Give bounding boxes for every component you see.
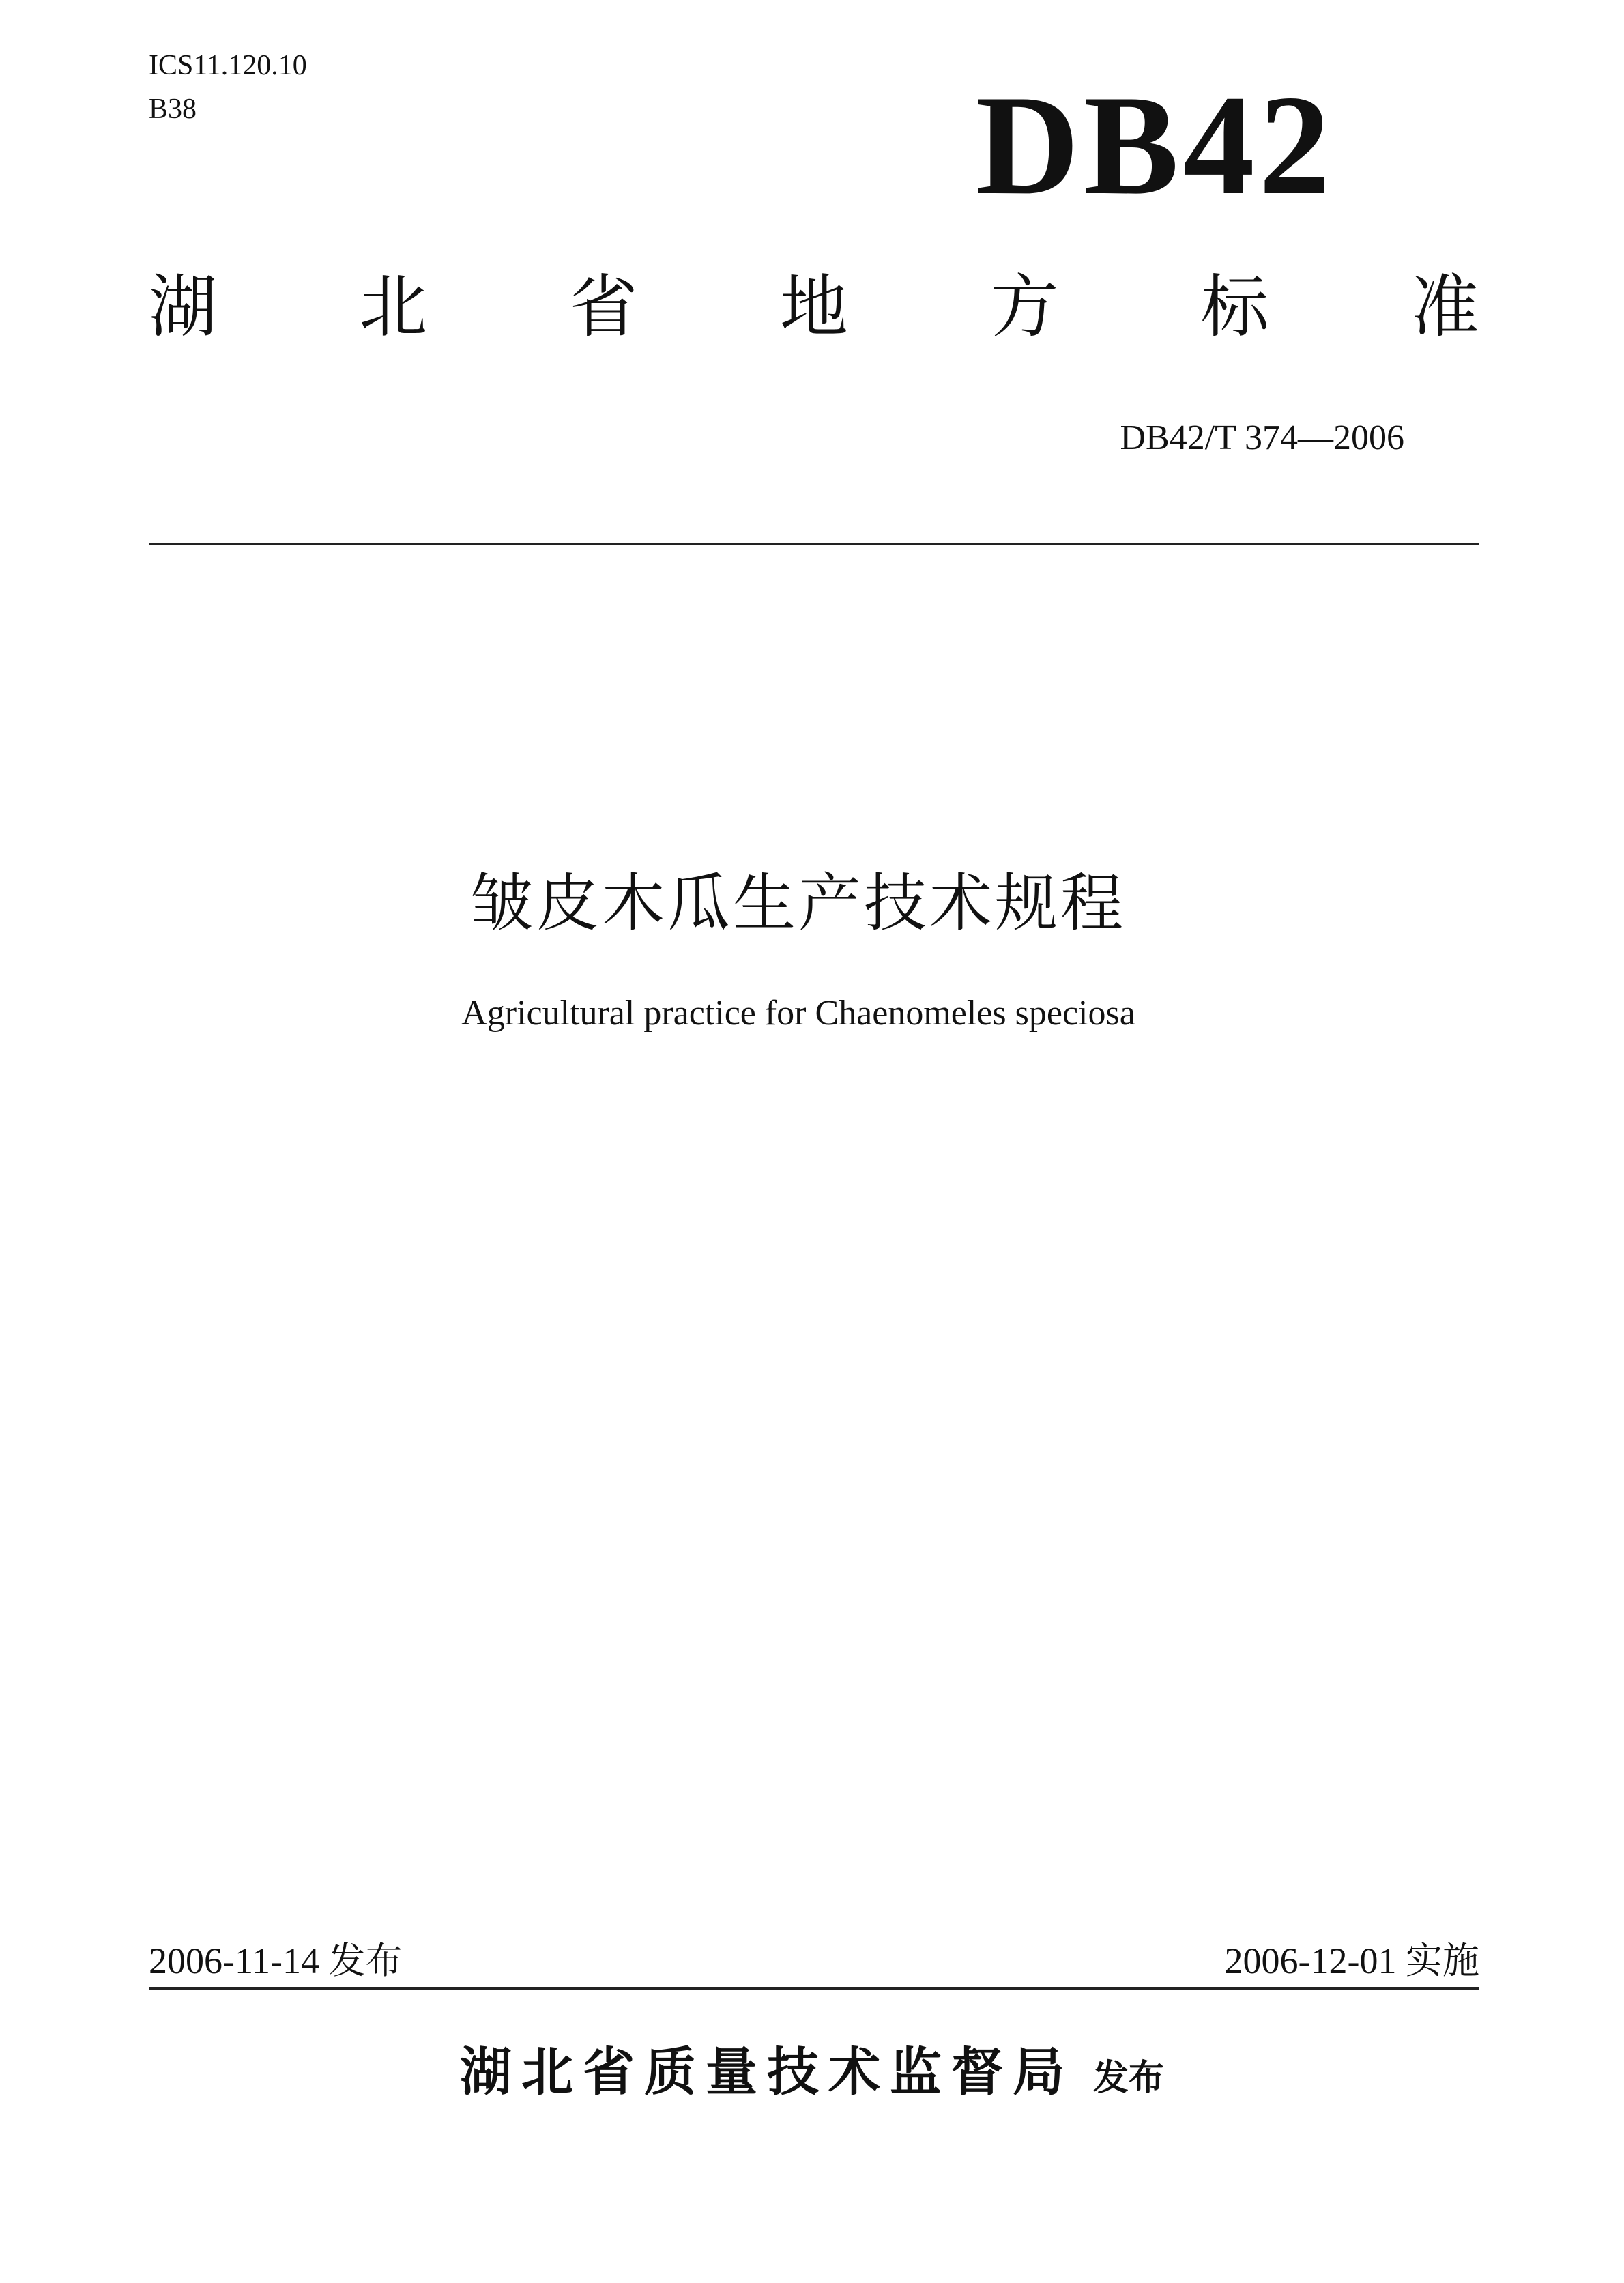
issue-date: 2006-11-14 发布: [149, 1940, 403, 1981]
category-char: 方: [990, 267, 1059, 347]
issuer-suffix: 发布: [1092, 2058, 1164, 2099]
category-char: 湖: [149, 267, 217, 347]
implementation-date: 2006-12-01 实施: [1224, 1940, 1479, 1981]
standard-number: DB42/T 374—2006: [1120, 418, 1404, 457]
issuer-name: 湖北省质量技术监督局: [459, 2041, 1074, 2102]
category-char: 省: [569, 267, 638, 347]
footer-divider: [149, 1987, 1479, 1990]
category-char: 地: [779, 267, 848, 347]
document-title-chinese: 皱皮木瓜生产技术规程: [470, 867, 1126, 940]
standard-logo: DB42: [976, 66, 1335, 225]
standard-category: [149, 267, 1479, 347]
category-char: 标: [1200, 267, 1269, 347]
ccs-code: B38: [149, 94, 197, 125]
category-char: 北: [359, 267, 428, 347]
document-title-english: Agricultural practice for Chaenomeles speciosa: [461, 994, 1135, 1033]
issuer-line: [0, 2030, 1624, 2105]
header-divider: [149, 543, 1479, 545]
category-char: 准: [1410, 267, 1479, 347]
ics-code: ICS11.120.10: [149, 50, 307, 81]
